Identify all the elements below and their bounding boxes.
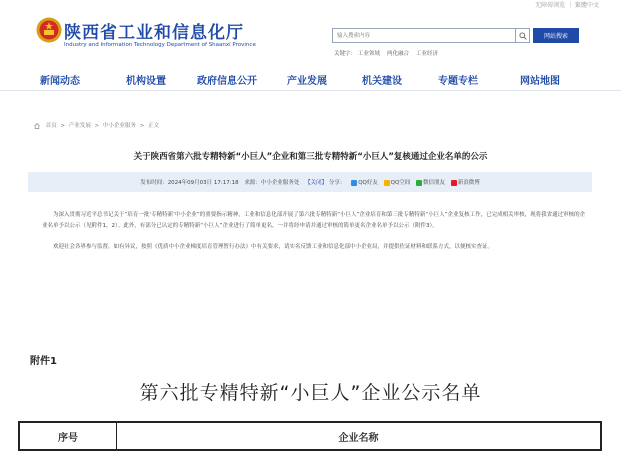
article-paragraph: 为深入贯彻习近平总书记关于“培育一批‘专精特新’中小企业”的重要指示精神，工业和信息化部开展了第六批专精特新“小巨人”企业培育和第三批专精特新“小巨人”企业复核工作，已完成相关审核，现将我省通过审核的企业名单予以公示（见附件1，2）。此外，有部分已认定的专精特新“小巨人”企业进行了简单更名，一并将经申请并通过审核的简单更名企业名单予以公示（附件3）。 (42, 212, 586, 229)
hot-keyword-link[interactable]: 两化融合 (387, 51, 410, 57)
hot-keyword-link[interactable]: 工业领域 (358, 51, 381, 57)
share-qzone[interactable]: QQ空间 (390, 180, 411, 186)
breadcrumb-separator: > (94, 123, 100, 129)
company-table (18, 421, 602, 451)
site-subtitle: Industry and Information Technology Department of Shaanxi Province (64, 42, 256, 48)
close-button[interactable]: 【关闭】 (305, 180, 328, 186)
main-nav (0, 66, 621, 86)
breadcrumb-item-sme-service[interactable]: 中小企业服务 (103, 123, 137, 129)
article-source: 来源：中小企业服务处 (244, 180, 300, 186)
qzone-icon[interactable] (384, 180, 390, 186)
nav-item-sitemap[interactable]: 网站地图 (520, 76, 560, 87)
hot-keywords (334, 49, 445, 57)
attachment-label: 附件1 (30, 356, 57, 367)
share-wechat[interactable]: 微信朋友 (423, 180, 446, 186)
wechat-icon[interactable] (416, 180, 422, 186)
breadcrumb-item-industry[interactable]: 产业发展 (68, 123, 91, 129)
share-label: 分享： (328, 180, 346, 186)
share-qq-friends[interactable]: QQ好友 (358, 180, 378, 186)
national-emblem-logo (36, 17, 62, 43)
breadcrumb-item-current: 正文 (148, 123, 160, 129)
breadcrumb-separator: > (60, 123, 66, 129)
nav-item-party-building[interactable]: 机关建设 (362, 76, 402, 87)
list-title: 第六批专精特新“小巨人”企业公示名单 (139, 382, 482, 404)
nav-item-news[interactable]: 新闻动态 (40, 76, 80, 87)
nav-item-industry[interactable]: 产业发展 (287, 76, 327, 87)
hot-keywords-label: 关键字： (334, 51, 357, 57)
search-box[interactable] (332, 28, 530, 43)
breadcrumb-item-home[interactable]: 首页 (45, 123, 57, 129)
publish-date: 发布时间：2024年09月03日 17:17:18 (140, 180, 239, 186)
qq-icon[interactable] (351, 180, 357, 186)
nav-item-topics[interactable]: 专题专栏 (438, 76, 478, 87)
nav-item-organization[interactable]: 机构设置 (126, 76, 166, 87)
nav-divider (0, 90, 621, 91)
breadcrumb (34, 121, 161, 129)
search-button[interactable]: 网站搜索 (533, 28, 579, 43)
breadcrumb-separator: > (139, 123, 145, 129)
article-title: 关于陕西省第六批专精特新“小巨人”企业和第三批专精特新“小巨人”复核通过企业名单的公示 (133, 152, 488, 162)
share-weibo[interactable]: 新浪微博 (457, 180, 480, 186)
article-body (42, 210, 588, 263)
site-title[interactable]: 陕西省工业和信息化厅 (64, 23, 244, 43)
search-input[interactable] (337, 29, 507, 42)
search-icon[interactable] (515, 29, 529, 42)
nav-item-gov-info[interactable]: 政府信息公开 (197, 76, 257, 87)
weibo-icon[interactable] (451, 180, 457, 186)
top-links[interactable]: 无障碍浏览 ｜ 繁體中文 (535, 2, 599, 9)
article-paragraph: 欢迎社会各界参与监督，如有异议，按照《优质中小企业梯度培育管理暂行办法》中有关要求，请实名反馈工业和信息化部中小企业局，并提供佐证材料和联系方式，以便核实查证。 (53, 244, 494, 250)
hot-keyword-link[interactable]: 工业经济 (416, 51, 439, 57)
table-header-index: 序号 (20, 423, 117, 449)
table-header-company-name: 企业名称 (338, 432, 379, 444)
home-icon (34, 123, 40, 129)
article-meta-bar (28, 172, 592, 192)
